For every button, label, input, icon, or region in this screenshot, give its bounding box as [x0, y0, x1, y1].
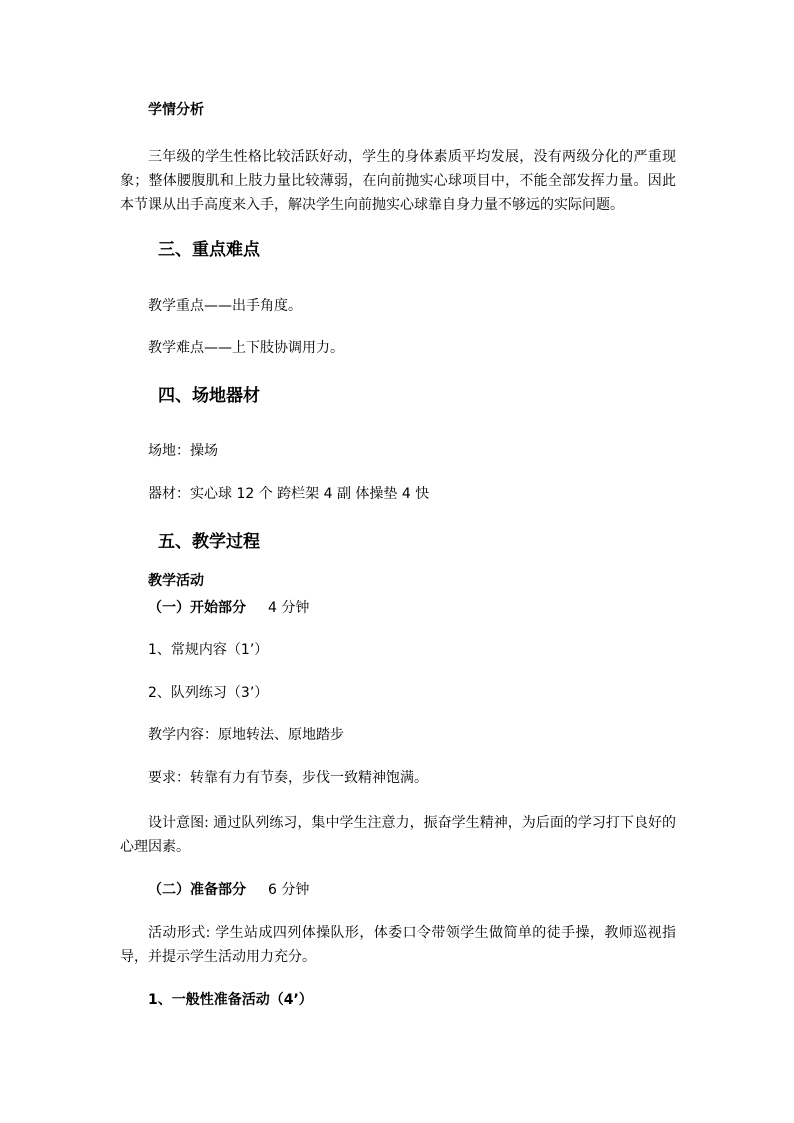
activity-heading: 教学活动: [148, 573, 204, 589]
general-prep-heading: 1、一般性准备活动（4’）: [148, 992, 313, 1008]
item-routine: 1、常规内容（1’）: [148, 642, 269, 658]
venue-heading: 四、场地器材: [158, 386, 260, 406]
item-formation-drill: 2、队列练习（3’）: [148, 685, 269, 701]
teaching-content-text: 教学内容：原地转法、原地踏步: [148, 727, 344, 743]
key-points-heading: 三、重点难点: [158, 240, 260, 260]
part2-header: [148, 880, 309, 900]
student-analysis-paragraph: 三年级的学生性格比较活跃好动，学生的身体素质平均发展，没有两级分化的严重现象；整体腰腹肌和上肢力量比较薄弱，在向前抛实心球项目中，不能全部发挥力量。因此本节课从出手高度来入手，解决学生向前抛实心球靠自身力量不够远的实际问题。: [120, 149, 676, 213]
part1-header: [148, 598, 309, 618]
part2-title: （二）准备部分: [148, 882, 246, 898]
part2-time: 6 分钟: [268, 882, 310, 898]
difficult-point-text: 教学难点——上下肢协调用力。: [148, 340, 344, 356]
requirement-text: 要求：转靠有力有节奏，步伐一致精神饱满。: [148, 770, 428, 786]
venue-text: 场地：操场: [148, 443, 218, 459]
process-heading: 五、教学过程: [158, 532, 260, 552]
activity-form-paragraph: 活动形式: 学生站成四列体操队形，体委口令带领学生做简单的徒手操，教师巡视指导，并提示学生活动用力充分。: [120, 925, 676, 965]
part1-title: （一）开始部分: [148, 600, 246, 616]
key-point-text: 教学重点——出手角度。: [148, 298, 302, 314]
design-intent-paragraph: 设计意图: 通过队列练习，集中学生注意力，振奋学生精神，为后面的学习打下良好的心理因素。: [120, 815, 676, 855]
student-analysis-heading: 学情分析: [148, 102, 204, 118]
part1-time: 4 分钟: [268, 600, 310, 616]
equipment-text: 器材：实心球 12 个 跨栏架 4 副 体操垫 4 快: [148, 486, 430, 502]
